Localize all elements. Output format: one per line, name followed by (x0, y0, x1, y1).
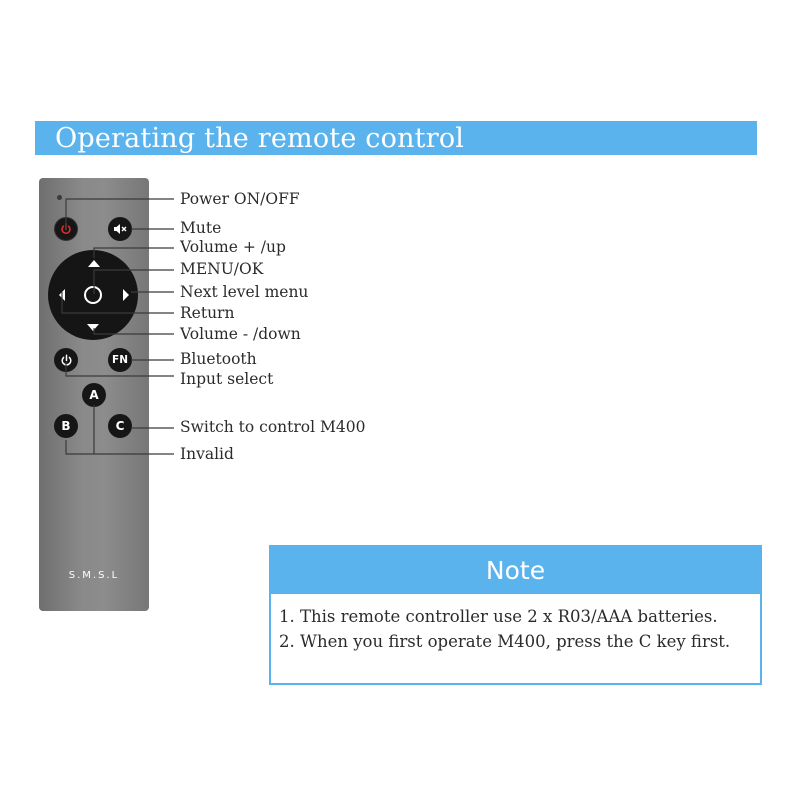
label-switch-m400: Switch to control M400 (180, 418, 366, 436)
label-volume-down: Volume - /down (180, 325, 301, 343)
note-line-1: 1. This remote controller use 2 x R03/AAA batteries. (279, 607, 718, 626)
label-bluetooth: Bluetooth (180, 350, 257, 368)
label-next-level-menu: Next level menu (180, 283, 309, 301)
label-input-select: Input select (180, 370, 274, 388)
label-return: Return (180, 304, 235, 322)
label-menu-ok: MENU/OK (180, 260, 264, 278)
c-button: C (108, 414, 132, 438)
section-title: Operating the remote control (55, 123, 465, 154)
note-title: Note (271, 547, 760, 594)
note-box (269, 545, 762, 685)
fn-bluetooth-button: FN (108, 348, 132, 372)
label-mute: Mute (180, 219, 222, 237)
brand-logo: S.M.S.L (68, 570, 120, 581)
note-line-2: 2. When you first operate M400, press the C key first. (279, 632, 731, 651)
label-invalid: Invalid (180, 445, 234, 463)
label-power: Power ON/OFF (180, 190, 300, 208)
a-button: A (82, 383, 106, 407)
label-volume-up: Volume + /up (180, 238, 286, 256)
b-button: B (54, 414, 78, 438)
